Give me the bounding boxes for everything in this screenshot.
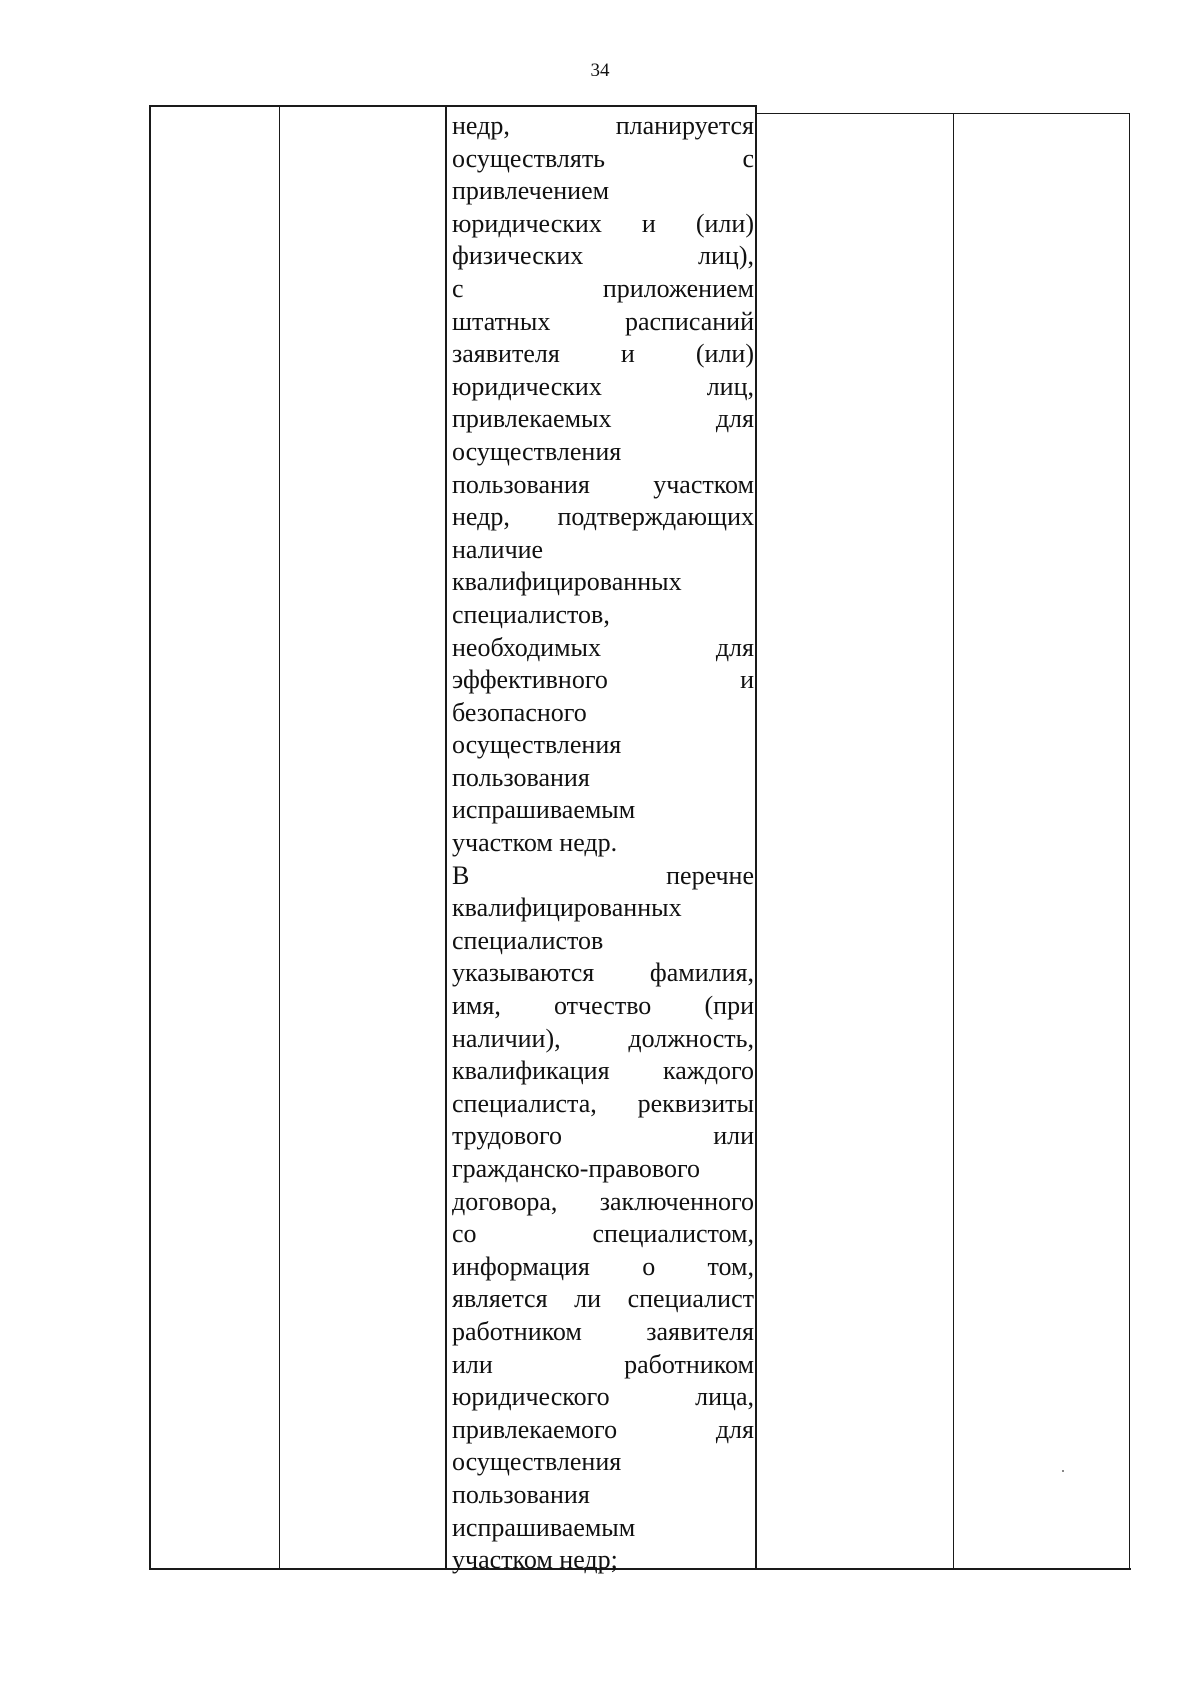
text-word: (или)	[695, 208, 754, 238]
text-line	[452, 925, 754, 958]
text-line	[452, 143, 754, 176]
text-line	[452, 1544, 754, 1577]
text-word: пользования	[452, 469, 590, 499]
text-word: недр,	[452, 111, 510, 140]
text-word: (при	[704, 991, 754, 1021]
text-word: гражданско-правового	[452, 1154, 701, 1183]
text-word: эффективного	[452, 665, 608, 695]
text-word: наличие	[452, 534, 544, 564]
page-number: 34	[590, 60, 610, 81]
text-line	[452, 827, 754, 860]
column-divider-3	[755, 105, 757, 1570]
text-word: недр,	[452, 502, 510, 532]
text-line	[452, 403, 754, 436]
text-line	[452, 599, 754, 632]
table-top-border-left	[150, 105, 756, 107]
text-line	[452, 1349, 754, 1382]
text-word: участком	[653, 469, 754, 499]
scan-artifact	[1062, 1470, 1064, 1472]
text-word: для	[715, 632, 754, 662]
text-line	[452, 794, 754, 827]
text-word: и	[620, 339, 635, 369]
text-line	[452, 240, 754, 273]
text-word: наличии),	[452, 1023, 561, 1053]
text-word: осуществления	[452, 730, 622, 760]
text-word: фамилия,	[649, 958, 754, 988]
text-word: имя,	[452, 991, 501, 1021]
text-word: пользования	[452, 762, 590, 792]
text-line	[452, 534, 754, 567]
text-word: специалиста,	[452, 1088, 597, 1118]
text-word: со	[452, 1219, 477, 1249]
column-divider-1	[279, 105, 280, 1570]
text-word: безопасного	[452, 697, 587, 727]
text-word: привлекаемых	[452, 404, 612, 434]
text-word: осуществлять	[452, 143, 606, 173]
text-word: для	[715, 1414, 754, 1444]
text-line	[452, 1153, 754, 1186]
text-line	[452, 664, 754, 697]
text-word: приложением	[602, 273, 754, 303]
text-word: квалифицированных	[452, 567, 682, 597]
text-word: юридических	[452, 208, 602, 238]
text-line	[452, 957, 754, 990]
text-line	[452, 1055, 754, 1088]
text-word: договора,	[452, 1186, 558, 1216]
text-word: ли	[574, 1284, 602, 1314]
text-word: с	[452, 273, 464, 303]
text-line	[452, 1414, 754, 1447]
text-word: работником	[624, 1349, 754, 1379]
text-word: лица,	[695, 1382, 754, 1412]
text-word: осуществления	[452, 1447, 622, 1477]
text-word: с	[742, 143, 754, 173]
text-word: осуществления	[452, 436, 622, 466]
table-cell-text	[452, 110, 754, 1577]
text-line	[452, 762, 754, 795]
text-word: для	[715, 404, 754, 434]
text-line	[452, 371, 754, 404]
text-word: (или)	[695, 339, 754, 369]
text-word: трудового	[452, 1121, 563, 1151]
text-line	[452, 1283, 754, 1316]
text-word: и	[641, 208, 656, 238]
text-word: лиц),	[698, 241, 754, 271]
text-line	[452, 1218, 754, 1251]
text-word: испрашиваемым	[452, 1512, 636, 1542]
text-line	[452, 1023, 754, 1056]
text-word: заключенного	[599, 1186, 754, 1216]
text-line	[452, 1446, 754, 1479]
text-line	[452, 990, 754, 1023]
column-divider-2	[445, 105, 447, 1570]
text-line	[452, 1088, 754, 1121]
text-word: или	[452, 1349, 493, 1379]
text-word: или	[713, 1121, 754, 1151]
text-word: каждого	[663, 1056, 754, 1086]
text-line	[452, 273, 754, 306]
text-line	[452, 1186, 754, 1219]
text-word: о	[642, 1251, 656, 1281]
text-word: специалистом,	[592, 1219, 754, 1249]
text-line	[452, 729, 754, 762]
text-line	[452, 469, 754, 502]
text-word: физических	[452, 241, 584, 271]
column-divider-4	[953, 113, 954, 1570]
text-line	[452, 1251, 754, 1284]
table-top-border-right	[756, 113, 1130, 114]
text-word: пользования	[452, 1479, 590, 1509]
text-line	[452, 208, 754, 241]
text-line	[452, 697, 754, 730]
table-right-border	[1129, 113, 1130, 1570]
text-word: квалифицированных	[452, 893, 682, 923]
text-word: юридических	[452, 371, 602, 401]
text-word: планируется	[615, 111, 754, 140]
text-word: заявителя	[646, 1316, 754, 1346]
text-word: участком недр;	[452, 1545, 618, 1575]
text-word: В	[452, 860, 470, 890]
text-line	[452, 175, 754, 208]
text-word: заявителя	[452, 339, 560, 369]
text-line	[452, 501, 754, 534]
text-word: штатных	[452, 306, 551, 336]
table-left-border	[149, 105, 151, 1570]
text-word: лиц,	[706, 371, 754, 401]
text-line	[452, 110, 754, 143]
text-line	[452, 892, 754, 925]
text-line	[452, 1512, 754, 1545]
text-word: привлечением	[452, 176, 610, 206]
text-line	[452, 860, 754, 893]
text-word: является	[452, 1284, 548, 1314]
text-word: испрашиваемым	[452, 795, 636, 825]
text-line	[452, 566, 754, 599]
text-line	[452, 1120, 754, 1153]
text-word: подтверждающих	[557, 502, 754, 532]
text-line	[452, 632, 754, 665]
text-word: специалист	[627, 1284, 754, 1314]
text-word: привлекаемого	[452, 1414, 618, 1444]
text-line	[452, 1479, 754, 1512]
text-word: юридического	[452, 1382, 610, 1412]
text-line	[452, 306, 754, 339]
text-line	[452, 338, 754, 371]
text-word: участком недр.	[452, 828, 618, 858]
text-line	[452, 436, 754, 469]
text-word: специалистов,	[452, 599, 610, 629]
text-word: квалификация	[452, 1056, 610, 1086]
text-line	[452, 1316, 754, 1349]
text-word: том,	[707, 1251, 754, 1281]
text-word: работником	[452, 1316, 582, 1346]
text-word: информация	[452, 1251, 590, 1281]
text-word: реквизиты	[637, 1088, 754, 1118]
text-word: и	[740, 665, 754, 695]
text-word: должность,	[628, 1023, 754, 1053]
text-word: необходимых	[452, 632, 602, 662]
text-word: отчество	[554, 991, 652, 1021]
text-line	[452, 1381, 754, 1414]
text-word: перечне	[666, 860, 754, 890]
text-word: указываются	[452, 958, 595, 988]
text-word: расписаний	[624, 306, 754, 336]
text-word: специалистов	[452, 925, 604, 955]
